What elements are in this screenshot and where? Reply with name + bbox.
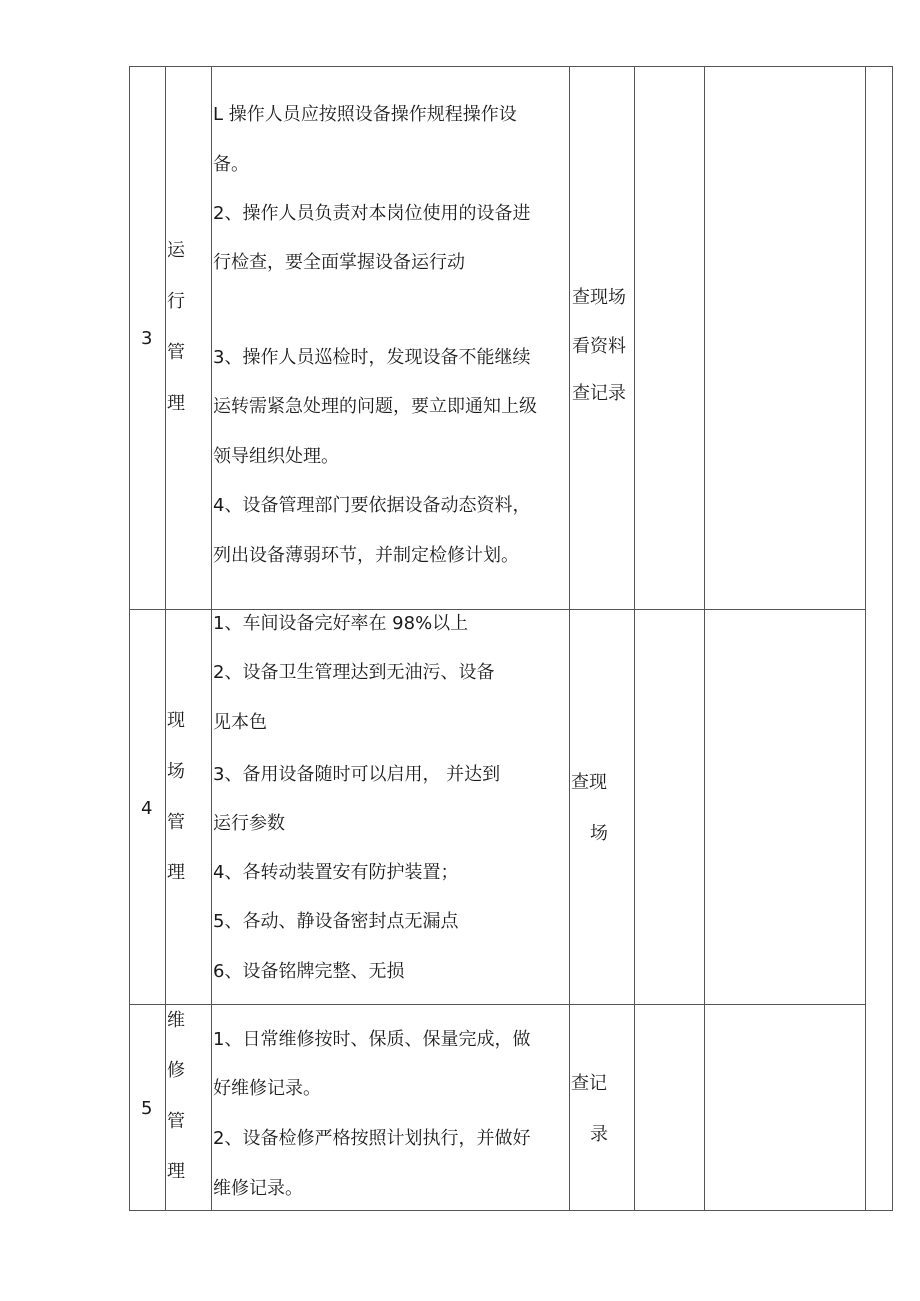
col-divider <box>211 66 212 1211</box>
category-char: 维 <box>167 1010 185 1031</box>
category-char: 运 <box>167 240 185 261</box>
category-char: 修 <box>167 1060 185 1081</box>
col-divider <box>165 66 166 1211</box>
table-border-right <box>892 66 893 1211</box>
inspection-table <box>129 66 893 1211</box>
requirement-line: 1、车间设备完好率在 98%以上 <box>213 613 469 634</box>
check-method: 查记录 <box>572 383 626 404</box>
row-divider <box>129 609 866 610</box>
check-method: 查现场 <box>572 287 626 308</box>
table-border-top <box>129 66 893 67</box>
requirement-line: 1、日常维修按时、保质、保量完成，做 <box>213 1029 531 1050</box>
category-char: 管 <box>167 342 185 363</box>
requirement-line: L 操作人员应按照设备操作规程操作设 <box>213 104 517 125</box>
requirement-line: 6、设备铭牌完整、无损 <box>213 961 405 982</box>
category-char: 场 <box>167 761 185 782</box>
requirement-line: 维修记录。 <box>213 1178 303 1199</box>
category-char: 行 <box>167 291 185 312</box>
col-divider <box>634 66 635 1211</box>
row-number: 3 <box>141 328 153 349</box>
requirement-line: 4、设备管理部门要依据设备动态资料， <box>213 495 531 516</box>
requirement-line: 3、操作人员巡检时，发现设备不能继续 <box>213 347 531 368</box>
check-method: 看资料 <box>572 336 626 357</box>
category-char: 现 <box>167 710 185 731</box>
requirement-line: 运行参数 <box>213 813 285 834</box>
requirement-line: 领导组织处理。 <box>213 446 339 467</box>
requirement-line: 2、设备卫生管理达到无油污、设备 <box>213 662 495 683</box>
category-char: 理 <box>167 862 185 883</box>
table-border-left <box>129 66 130 1211</box>
check-method: 查现 <box>571 772 607 793</box>
requirement-line: 4、各转动装置安有防护装置； <box>213 862 459 883</box>
category-char: 管 <box>167 1111 185 1132</box>
requirement-line: 3、备用设备随时可以启用， 并达到 <box>213 764 501 785</box>
row-number: 5 <box>141 1098 153 1119</box>
row-number: 4 <box>141 798 153 819</box>
requirement-line: 好维修记录。 <box>213 1078 321 1099</box>
requirement-line: 2、操作人员负责对本岗位使用的设备进 <box>213 203 531 224</box>
requirement-line: 5、各动、静设备密封点无漏点 <box>213 911 459 932</box>
category-char: 理 <box>167 1161 185 1182</box>
requirement-line: 列出设备薄弱环节，并制定检修计划。 <box>213 545 519 566</box>
check-method: 场 <box>590 823 608 844</box>
col-divider <box>704 66 705 1211</box>
requirement-line: 备。 <box>213 154 249 175</box>
requirement-line: 行检查，要全面掌握设备运行动 <box>213 252 465 273</box>
check-method: 录 <box>590 1124 608 1145</box>
requirement-line: 见本色 <box>213 712 267 733</box>
col-divider <box>569 66 570 1211</box>
check-method: 查记 <box>571 1073 607 1094</box>
requirement-line: 运转需紧急处理的问题，要立即通知上级 <box>213 396 537 417</box>
requirement-line: 2、设备检修严格按照计划执行，并做好 <box>213 1128 531 1149</box>
col-divider <box>865 66 866 1211</box>
category-char: 管 <box>167 812 185 833</box>
row-divider <box>129 1004 866 1005</box>
category-char: 理 <box>167 393 185 414</box>
table-border-bottom <box>129 1210 893 1211</box>
